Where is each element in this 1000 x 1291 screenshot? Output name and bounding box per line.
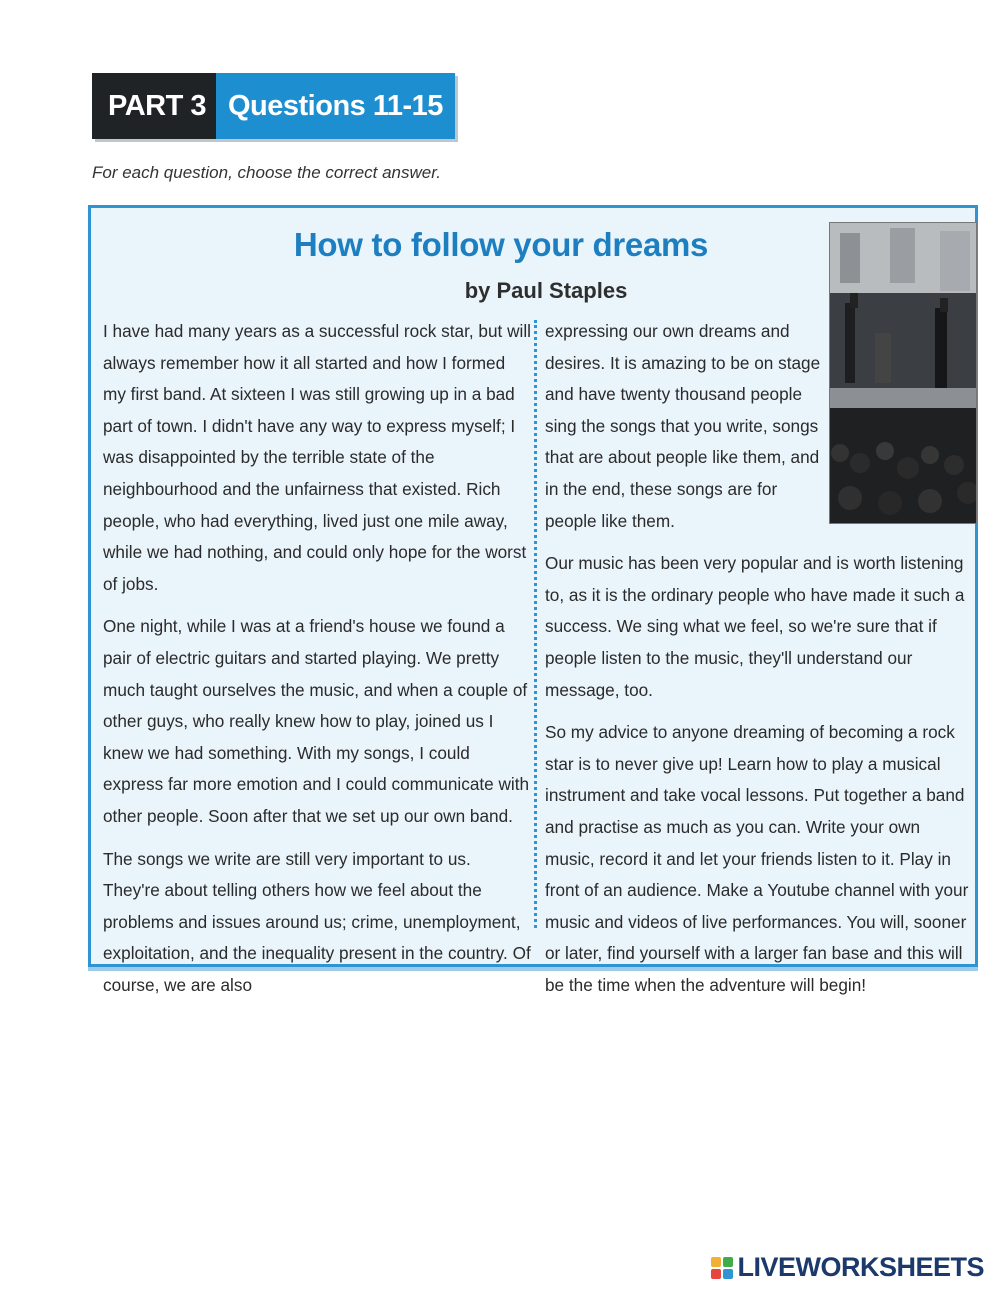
- logo-square: [723, 1269, 733, 1279]
- part-banner: [92, 73, 455, 139]
- left-column: [103, 316, 531, 1012]
- liveworksheets-watermark: [711, 1252, 984, 1283]
- paragraph: I have had many years as a successful rock star, but will always remember how it all started and how I formed my first band. At sixteen I was still growing up in a bad part of town. I didn't have any way to express myself; I was disappointed by the terrible state of the neighbourhood and the unfairness that existed. Rich people, who had everything, lived just one mile away, while we had nothing, and could only hope for the worst of jobs.: [103, 321, 531, 594]
- logo-square: [711, 1269, 721, 1279]
- reading-box: [88, 205, 978, 995]
- watermark-text: LIVEWORKSHEETS: [737, 1252, 984, 1282]
- right-column: [545, 316, 970, 1012]
- article-title: How to follow your dreams: [293, 226, 709, 263]
- paragraph: So my advice to anyone dreaming of becoming a rock star is to never give up! Learn how to play a musical instrument and take vocal lessons. Put together a band and practise as much as you can. Write your own music, record it and let your friends listen to it. Play in front of an audience. Make a Youtube channel with your music and videos of live performances. You will, sooner or later, find yourself with a larger fan base and this will be the time when the adventure will begin!: [545, 722, 969, 995]
- logo-square: [723, 1257, 733, 1267]
- instructions: For each question, choose the correct answer.: [92, 163, 441, 182]
- logo-square: [711, 1257, 721, 1267]
- article-author: by Paul Staples: [464, 278, 628, 303]
- paragraph: expressing our own dreams and desires. It is amazing to be on stage and have twenty thousand people sing the songs that you write, songs that are about people like them, and in the end, these songs are for people like them.: [545, 321, 821, 531]
- paragraph: The songs we write are still very important to us. They're about telling others how we feel about the problems and issues around us; crime, unemployment, exploitation, and the inequality present in the country. Of course, we are also: [103, 848, 531, 995]
- column-divider: [534, 320, 537, 928]
- part-label: PART 3: [92, 73, 216, 139]
- paragraph: Our music has been very popular and is worth listening to, as it is the ordinary people who have made it such a success. We sing what we feel, so we're sure that if people listen to the music, they'll understand our message, too.: [545, 553, 965, 700]
- liveworksheets-logo-icon: [711, 1257, 733, 1279]
- questions-label: Questions 11-15: [216, 73, 455, 139]
- paragraph: One night, while I was at a friend's house we found a pair of electric guitars and started playing. We pretty much taught ourselves the music, and when a couple of other guys, who really knew how to play, joined us I knew we had something. With my songs, I could express far more emotion and I could communicate with other people. Soon after that we set up our own band.: [103, 616, 530, 826]
